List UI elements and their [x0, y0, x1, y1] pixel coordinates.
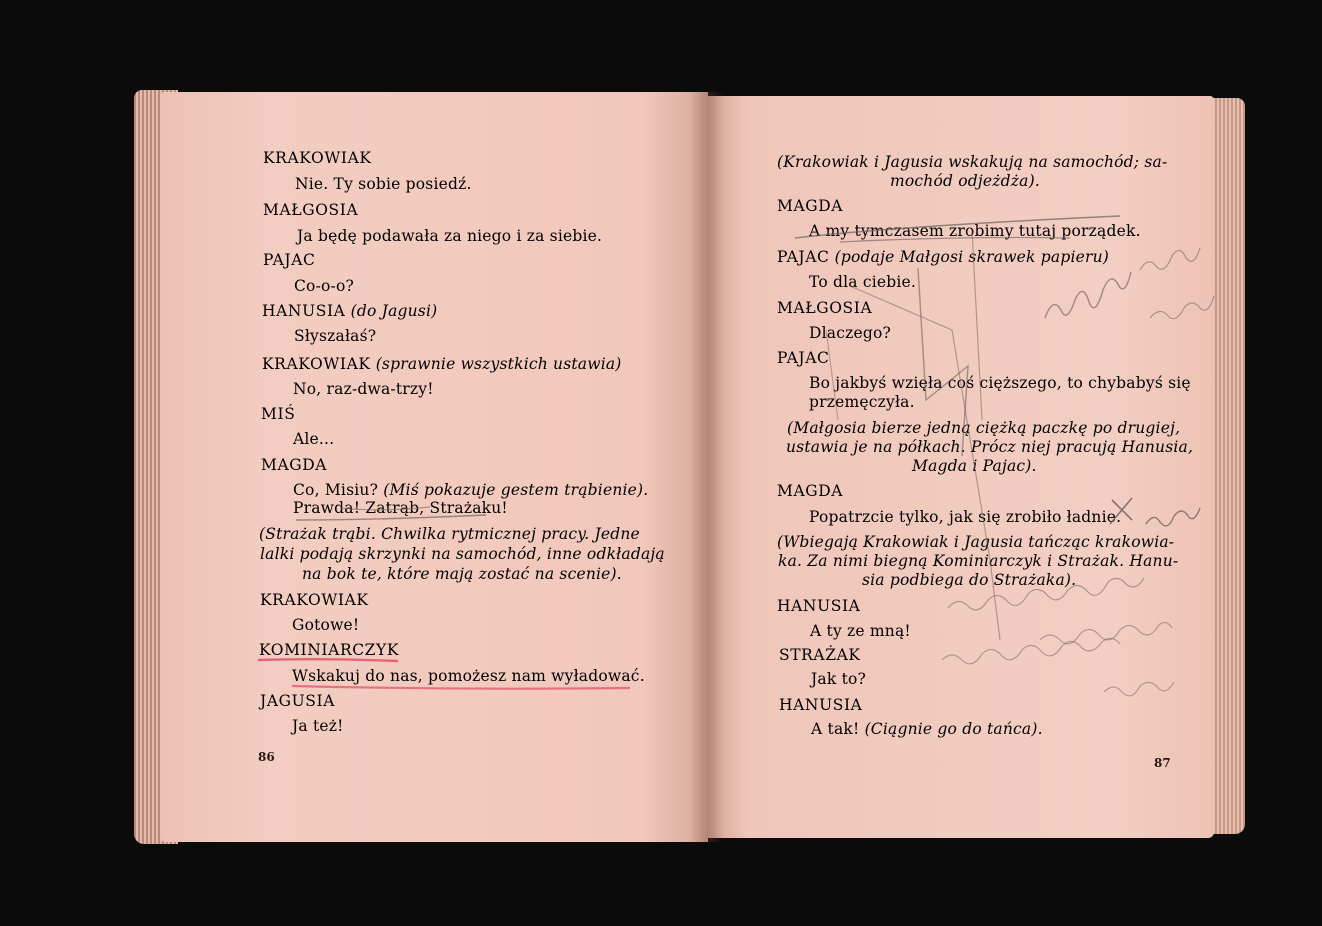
speaker-line [262, 355, 622, 373]
speaker-name: HANUSIA [779, 696, 863, 714]
speaker-name: HANUSIA [262, 302, 346, 320]
speaker-name: MAŁGOSIA [777, 299, 873, 317]
speaker-name: MIŚ [261, 405, 296, 423]
speaker-name: HANUSIA [777, 597, 861, 615]
dialogue-line [293, 481, 648, 499]
speaker-name: STRAŻAK [779, 646, 861, 664]
dialogue-line: To dla ciebie. [809, 273, 917, 291]
dialogue-line: przemęczyła. [809, 393, 915, 411]
speaker-name: JAGUSIA [260, 692, 335, 710]
stage-direction: (Wbiegają Krakowiak i Jagusia tańcząc krakowia- [777, 533, 1175, 551]
speaker-name: PAJAC [777, 349, 830, 367]
stage-direction: (sprawnie wszystkich ustawia) [375, 355, 622, 373]
stage-direction: (Małgosia bierze jedną ciężką paczkę po drugiej, [787, 419, 1181, 437]
stage-direction: Magda i Pajac). [912, 457, 1037, 475]
speaker-name: MAGDA [777, 197, 844, 215]
dialogue-line: Ale... [293, 430, 335, 448]
stage-direction: (Krakowiak i Jagusia wskakują na samochód; sa- [777, 153, 1168, 171]
dialogue-line: A ty ze mną! [810, 622, 911, 640]
stage-direction: (podaje Małgosi skrawek papieru) [834, 248, 1110, 266]
stage-direction: ka. Za nimi biegną Kominiarczyk i Strażak. Hanu- [778, 552, 1179, 570]
dialogue-line: Jak to? [811, 670, 867, 688]
speaker-name: KOMINIARCZYK [259, 641, 400, 659]
stage-direction: sia podbiega do Strażaka). [862, 571, 1077, 589]
stage-direction: (Miś pokazuje gestem trąbienie). [383, 481, 649, 499]
speaker-name: KRAKOWIAK [262, 355, 371, 373]
speaker-line [777, 248, 1109, 266]
dialogue-line: Ja będę podawała za niego i za siebie. [297, 227, 603, 245]
stage-direction: ustawia je na półkach. Prócz niej pracują Hanusia, [786, 438, 1194, 456]
dialogue-text: A tak! [811, 720, 860, 738]
dialogue-line: Ja też! [292, 717, 344, 735]
dialogue-line: Prawda! Zatrąb, Strażaku! [293, 499, 508, 517]
stage-direction: (do Jagusi) [350, 302, 438, 320]
book-spine [690, 92, 724, 842]
dialogue-line: Nie. Ty sobie posiedź. [295, 175, 472, 193]
dialogue-line: Co-o-o? [294, 277, 355, 295]
dialogue-line: Wskakuj do nas, pomożesz nam wyładować. [292, 667, 645, 685]
speaker-name: KRAKOWIAK [263, 149, 372, 167]
stage-direction: na bok te, które mają zostać na scenie). [302, 565, 622, 583]
stage-direction: (Ciągnie go do tańca). [864, 720, 1043, 738]
speaker-line [262, 302, 437, 320]
speaker-name: MAGDA [777, 482, 844, 500]
speaker-name: PAJAC [263, 251, 316, 269]
dialogue-line: Gotowe! [292, 616, 360, 634]
dialogue-line: No, raz-dwa-trzy! [293, 380, 434, 398]
stage-direction: (Strażak trąbi. Chwilka rytmicznej pracy. Jedne [259, 525, 640, 543]
stage-direction: lalki podają skrzynki na samochód, inne odkładają [260, 545, 665, 563]
dialogue-line: Słyszałaś? [294, 327, 377, 345]
speaker-name: MAGDA [261, 456, 328, 474]
dialogue-line [811, 720, 1043, 738]
dialogue-line: Dlaczego? [809, 324, 892, 342]
page-number: 86 [258, 750, 275, 764]
left-page [160, 92, 708, 842]
speaker-name: KRAKOWIAK [260, 591, 369, 609]
dialogue-line: Popatrzcie tylko, jak się zrobiło ładnie. [809, 508, 1122, 526]
stage-direction: mochód odjeżdża). [890, 172, 1040, 190]
dialogue-line: A my tymczasem zrobimy tutaj porządek. [809, 222, 1141, 240]
page-number: 87 [1154, 756, 1171, 770]
speaker-name: PAJAC [777, 248, 830, 266]
speaker-name: MAŁGOSIA [263, 201, 359, 219]
dialogue-text: Co, Misiu? [293, 481, 379, 499]
dialogue-line: Bo jakbyś wzięła coś cięższego, to chybabyś się [809, 374, 1191, 392]
